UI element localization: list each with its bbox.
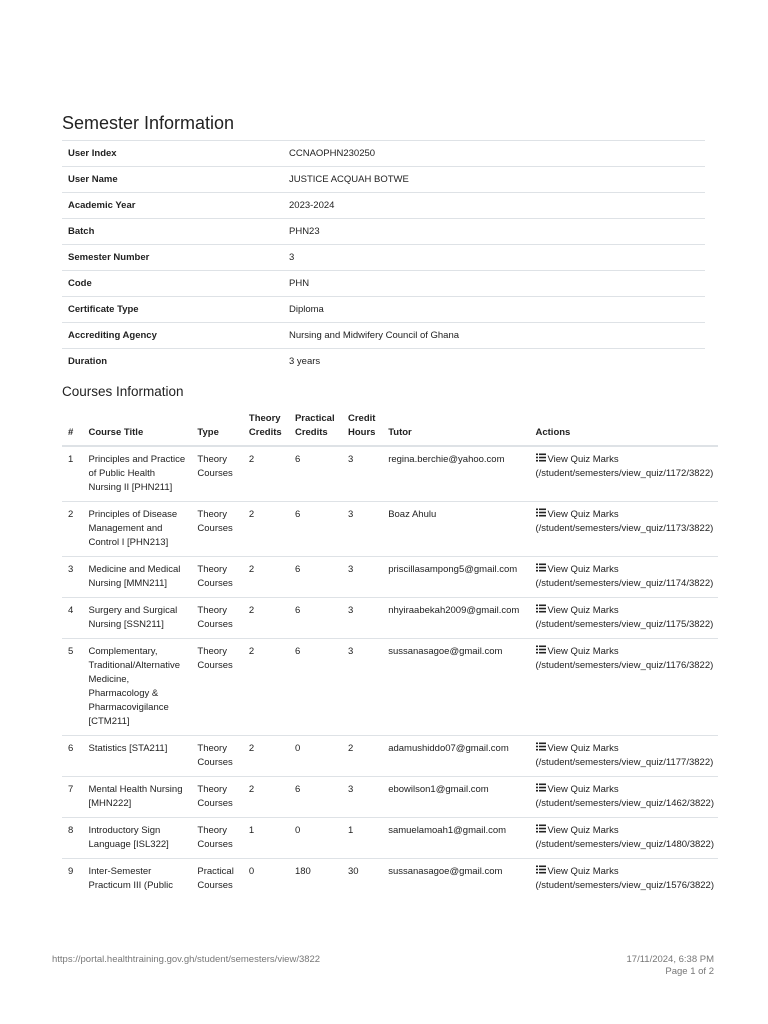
practical-credits: 0 — [289, 818, 342, 859]
course-actions — [530, 859, 719, 900]
view-quiz-marks-link[interactable] — [536, 646, 714, 671]
list-icon — [536, 645, 546, 659]
course-num: 2 — [62, 502, 83, 557]
info-row — [62, 219, 705, 245]
col-tutor-header: Tutor — [382, 410, 529, 446]
course-title: Mental Health Nursing [MHN222] — [83, 777, 192, 818]
list-icon — [536, 824, 546, 838]
practical-credits: 6 — [289, 502, 342, 557]
course-num: 1 — [62, 446, 83, 502]
info-label: Code — [62, 271, 283, 297]
course-title: Principles of Disease Management and Control I [PHN213] — [83, 502, 192, 557]
view-quiz-marks-label: View Quiz Marks — [547, 646, 619, 657]
theory-credits: 2 — [243, 502, 289, 557]
footer-page-number: Page 1 of 2 — [665, 966, 714, 977]
view-quiz-marks-link[interactable] — [536, 866, 715, 891]
col-practical-credits-header — [289, 410, 342, 446]
view-quiz-marks-url: (/student/semesters/view_quiz/1480/3822) — [535, 839, 714, 850]
semester-info-title: Semester Information — [62, 113, 235, 133]
theory-credits: 2 — [243, 777, 289, 818]
info-label: User Name — [62, 167, 283, 193]
info-row — [62, 167, 705, 193]
col-title-header: Course Title — [83, 410, 192, 446]
info-value: JUSTICE ACQUAH BOTWE — [283, 167, 705, 193]
course-row — [62, 446, 718, 502]
course-title: Complementary, Traditional/Alternative Medicine, Pharmacology & Pharmacovigilance [CTM211] — [83, 639, 192, 736]
info-value: Diploma — [283, 297, 705, 323]
info-row — [62, 349, 705, 375]
col-actions-header: Actions — [530, 410, 719, 446]
course-tutor: adamushiddo07@gmail.com — [382, 736, 529, 777]
credit-hours: 1 — [342, 818, 382, 859]
info-value: PHN — [283, 271, 705, 297]
course-tutor: Boaz Ahulu — [382, 502, 529, 557]
info-row — [62, 297, 705, 323]
course-actions — [530, 639, 719, 736]
info-row — [62, 271, 705, 297]
semester-info-table — [62, 140, 705, 374]
courses-table — [62, 410, 718, 899]
info-label: Batch — [62, 219, 283, 245]
view-quiz-marks-link[interactable] — [536, 564, 714, 589]
course-row — [62, 859, 718, 900]
theory-credits: 0 — [243, 859, 289, 900]
view-quiz-marks-url: (/student/semesters/view_quiz/1176/3822) — [535, 660, 714, 671]
course-type: Theory Courses — [191, 598, 243, 639]
course-tutor: sussanasagoe@gmail.com — [382, 859, 529, 900]
view-quiz-marks-url: (/student/semesters/view_quiz/1172/3822) — [535, 468, 714, 479]
header-line: Theory — [248, 413, 281, 424]
course-type: Theory Courses — [191, 736, 243, 777]
header-line: Practical — [294, 413, 335, 424]
course-type: Theory Courses — [191, 639, 243, 736]
practical-credits: 6 — [289, 557, 342, 598]
view-quiz-marks-label: View Quiz Marks — [547, 866, 619, 877]
view-quiz-marks-url: (/student/semesters/view_quiz/1174/3822) — [535, 578, 714, 589]
theory-credits: 2 — [243, 446, 289, 502]
info-row — [62, 323, 705, 349]
course-row — [62, 557, 718, 598]
info-label: Academic Year — [62, 193, 283, 219]
course-title: Medicine and Medical Nursing [MMN211] — [83, 557, 192, 598]
col-theory-credits-header — [243, 410, 289, 446]
view-quiz-marks-label: View Quiz Marks — [547, 454, 619, 465]
practical-credits: 6 — [289, 639, 342, 736]
course-row — [62, 502, 718, 557]
view-quiz-marks-label: View Quiz Marks — [547, 784, 619, 795]
credit-hours: 3 — [342, 446, 382, 502]
credit-hours: 3 — [342, 598, 382, 639]
practical-credits: 6 — [289, 598, 342, 639]
course-row — [62, 736, 718, 777]
header-line: Hours — [347, 427, 376, 438]
info-label: Duration — [62, 349, 283, 375]
view-quiz-marks-label: View Quiz Marks — [547, 743, 619, 754]
info-value: CCNAOPHN230250 — [283, 141, 705, 167]
course-title: Inter-Semester Practicum III (Public — [83, 859, 192, 900]
credit-hours: 30 — [342, 859, 382, 900]
course-num: 5 — [62, 639, 83, 736]
credit-hours: 3 — [342, 777, 382, 818]
credit-hours: 3 — [342, 639, 382, 736]
course-actions — [530, 598, 719, 639]
footer-meta — [627, 954, 715, 978]
list-icon — [536, 742, 546, 756]
course-tutor: sussanasagoe@gmail.com — [382, 639, 529, 736]
course-num: 8 — [62, 818, 83, 859]
course-actions — [530, 736, 719, 777]
course-type: Theory Courses — [191, 777, 243, 818]
info-value: Nursing and Midwifery Council of Ghana — [283, 323, 705, 349]
info-label: Semester Number — [62, 245, 283, 271]
view-quiz-marks-label: View Quiz Marks — [547, 509, 619, 520]
practical-credits: 6 — [289, 777, 342, 818]
info-row — [62, 141, 705, 167]
course-type: Practical Courses — [191, 859, 243, 900]
theory-credits: 2 — [243, 557, 289, 598]
list-icon — [536, 563, 546, 577]
footer-url: https://portal.healthtraining.gov.gh/student/semesters/view/3822 — [52, 954, 321, 965]
list-icon — [536, 453, 546, 467]
course-num: 4 — [62, 598, 83, 639]
header-line: Credit — [347, 413, 376, 424]
course-type: Theory Courses — [191, 818, 243, 859]
view-quiz-marks-url: (/student/semesters/view_quiz/1576/3822) — [535, 880, 714, 891]
course-num: 3 — [62, 557, 83, 598]
course-tutor: ebowilson1@gmail.com — [382, 777, 529, 818]
view-quiz-marks-link[interactable] — [536, 509, 714, 534]
view-quiz-marks-url: (/student/semesters/view_quiz/1462/3822) — [535, 798, 714, 809]
course-tutor: nhyiraabekah2009@gmail.com — [382, 598, 529, 639]
theory-credits: 2 — [243, 736, 289, 777]
course-type: Theory Courses — [191, 502, 243, 557]
theory-credits: 2 — [243, 639, 289, 736]
credit-hours: 3 — [342, 502, 382, 557]
view-quiz-marks-link[interactable] — [536, 605, 714, 630]
credit-hours: 2 — [342, 736, 382, 777]
col-type-header: Type — [191, 410, 243, 446]
info-label: User Index — [62, 141, 283, 167]
course-actions — [530, 777, 719, 818]
view-quiz-marks-label: View Quiz Marks — [547, 605, 619, 616]
credit-hours: 3 — [342, 557, 382, 598]
view-quiz-marks-url: (/student/semesters/view_quiz/1177/3822) — [535, 757, 714, 768]
info-row — [62, 193, 705, 219]
list-icon — [536, 604, 546, 618]
info-row — [62, 245, 705, 271]
course-tutor: samuelamoah1@gmail.com — [382, 818, 529, 859]
courses-header-row — [62, 410, 718, 446]
info-value: 2023-2024 — [283, 193, 705, 219]
view-quiz-marks-link[interactable] — [536, 825, 715, 850]
info-label: Accrediting Agency — [62, 323, 283, 349]
practical-credits: 6 — [289, 446, 342, 502]
view-quiz-marks-link[interactable] — [536, 743, 714, 768]
course-type: Theory Courses — [191, 557, 243, 598]
course-title: Surgery and Surgical Nursing [SSN211] — [83, 598, 192, 639]
list-icon — [536, 865, 546, 879]
list-icon — [536, 508, 546, 522]
course-row — [62, 777, 718, 818]
view-quiz-marks-link[interactable] — [536, 454, 714, 479]
info-value: PHN23 — [283, 219, 705, 245]
header-line: Credits — [294, 427, 328, 438]
course-actions — [530, 557, 719, 598]
course-num: 9 — [62, 859, 83, 900]
header-line: Credits — [248, 427, 282, 438]
col-num-header: # — [62, 410, 83, 446]
courses-info-title: Courses Information — [62, 384, 184, 399]
theory-credits: 1 — [243, 818, 289, 859]
list-icon — [536, 783, 546, 797]
info-value: 3 years — [283, 349, 705, 375]
view-quiz-marks-url: (/student/semesters/view_quiz/1175/3822) — [535, 619, 714, 630]
course-actions — [530, 446, 719, 502]
course-row — [62, 639, 718, 736]
course-title: Principles and Practice of Public Health Nursing II [PHN211] — [83, 446, 192, 502]
view-quiz-marks-label: View Quiz Marks — [547, 564, 619, 575]
course-row — [62, 598, 718, 639]
theory-credits: 2 — [243, 598, 289, 639]
course-row — [62, 818, 718, 859]
course-actions — [530, 818, 719, 859]
practical-credits: 180 — [289, 859, 342, 900]
footer-timestamp: 17/11/2024, 6:38 PM — [626, 954, 714, 965]
course-num: 6 — [62, 736, 83, 777]
info-value: 3 — [283, 245, 705, 271]
course-actions — [530, 502, 719, 557]
col-credit-hours-header — [342, 410, 382, 446]
view-quiz-marks-link[interactable] — [536, 784, 715, 809]
info-label: Certificate Type — [62, 297, 283, 323]
course-type: Theory Courses — [191, 446, 243, 502]
course-tutor: priscillasampong5@gmail.com — [382, 557, 529, 598]
course-title: Introductory Sign Language [ISL322] — [83, 818, 192, 859]
view-quiz-marks-label: View Quiz Marks — [547, 825, 619, 836]
course-num: 7 — [62, 777, 83, 818]
view-quiz-marks-url: (/student/semesters/view_quiz/1173/3822) — [535, 523, 714, 534]
practical-credits: 0 — [289, 736, 342, 777]
course-title: Statistics [STA211] — [83, 736, 192, 777]
course-tutor: regina.berchie@yahoo.com — [382, 446, 529, 502]
